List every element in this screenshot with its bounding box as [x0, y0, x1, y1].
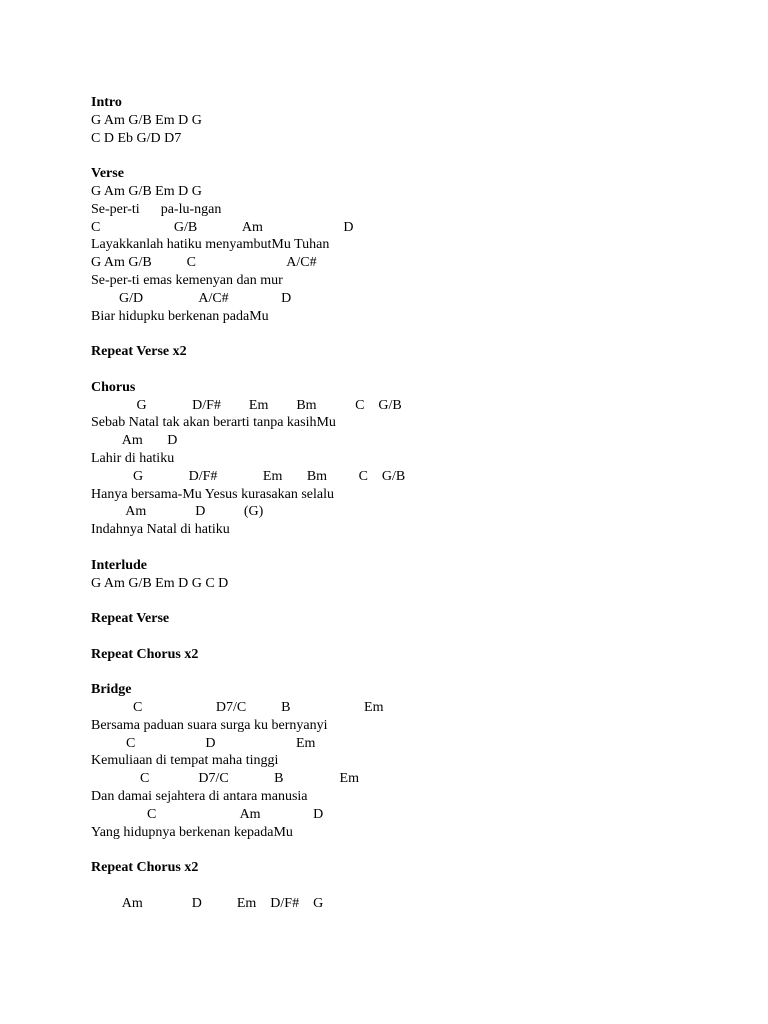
bridge-lyric-line: Dan damai sejahtera di antara manusia: [91, 789, 308, 805]
section-heading-bridge: Bridge: [91, 682, 132, 698]
bridge-lyric-line: Kemuliaan di tempat maha tinggi: [91, 753, 279, 769]
verse-lyric-line: Se-per-ti emas kemenyan dan mur: [91, 272, 283, 288]
bridge-lyric-line: Bersama paduan suara surga ku bernyanyi: [91, 717, 328, 733]
spacer: [91, 592, 405, 610]
bridge-lyric-line: Yang hidupnya berkenan kepadaMu: [91, 824, 293, 840]
chorus-chord-line: G D/F# Em Bm C G/B: [91, 468, 406, 484]
outro-chord-line: Am D Em D/F# G: [91, 895, 324, 911]
chorus-chord-line: Am D (G): [91, 504, 264, 520]
intro-chord-line: G Am G/B Em D G: [91, 112, 202, 128]
verse-chord-line: G Am G/B C A/C#: [91, 255, 317, 271]
chorus-lyric-line: Hanya bersama-Mu Yesus kurasakan selalu: [91, 486, 334, 502]
spacer: [91, 628, 405, 646]
interlude-chord-line: G Am G/B Em D G C D: [91, 575, 229, 591]
verse-chord-line: G Am G/B Em D G: [91, 183, 202, 199]
section-heading-chorus: Chorus: [91, 379, 136, 395]
spacer: [91, 841, 405, 859]
verse-chord-line: C G/B Am D: [91, 219, 354, 235]
bridge-chord-line: C D7/C B Em: [91, 700, 384, 716]
chorus-lyric-line: Lahir di hatiku: [91, 450, 175, 466]
chorus-chord-line: Am D: [91, 433, 178, 449]
chorus-lyric-line: Sebab Natal tak akan berarti tanpa kasihMu: [91, 415, 336, 431]
bridge-chord-line: C D7/C B Em: [91, 771, 359, 787]
chorus-chord-line: G D/F# Em Bm C G/B: [91, 397, 402, 413]
spacer: [91, 325, 405, 343]
verse-chord-line: G/D A/C# D: [91, 290, 292, 306]
section-heading-intro: Intro: [91, 95, 122, 110]
spacer: [91, 877, 405, 895]
verse-lyric-line: Biar hidupku berkenan padaMu: [91, 308, 269, 324]
spacer: [91, 539, 405, 557]
spacer: [91, 147, 405, 165]
repeat-verse-x2-heading: Repeat Verse x2: [91, 344, 187, 360]
spacer: [91, 361, 405, 379]
repeat-verse-heading: Repeat Verse: [91, 611, 170, 627]
verse-lyric-line: Layakkanlah hatiku menyambutMu Tuhan: [91, 237, 330, 253]
intro-chord-line: C D Eb G/D D7: [91, 130, 182, 146]
repeat-chorus-x2-heading: Repeat Chorus x2: [91, 646, 199, 662]
repeat-chorus-x2-heading: Repeat Chorus x2: [91, 860, 199, 876]
bridge-chord-line: C Am D: [91, 806, 324, 822]
chorus-lyric-line: Indahnya Natal di hatiku: [91, 522, 230, 538]
spacer: [91, 664, 405, 682]
chord-sheet: [91, 94, 405, 913]
bridge-chord-line: C D Em: [91, 735, 316, 751]
section-heading-interlude: Interlude: [91, 557, 147, 573]
verse-lyric-line: Se-per-ti pa-lu-ngan: [91, 201, 222, 217]
section-heading-verse: Verse: [91, 166, 124, 182]
